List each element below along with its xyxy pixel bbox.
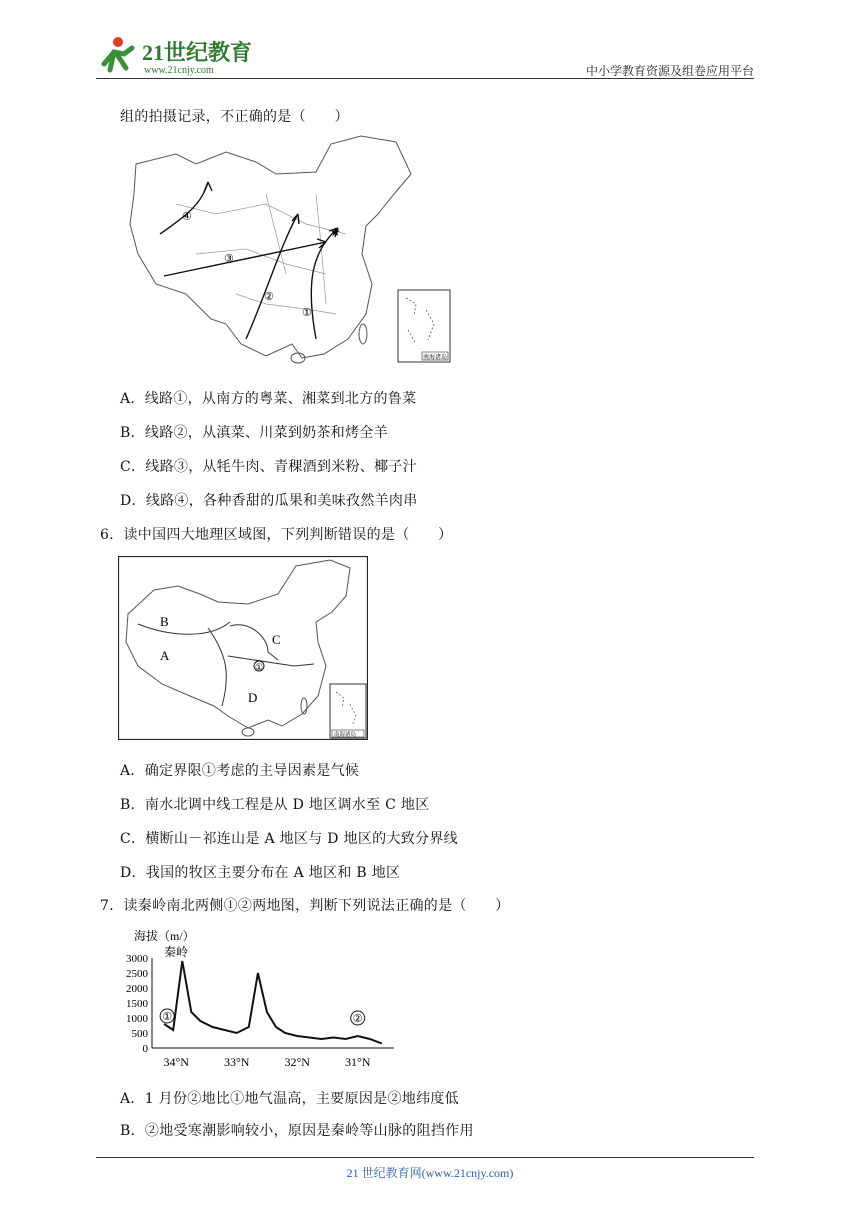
logo-text: 21世纪教育 [142, 40, 253, 65]
x-tick-label: 33°N [223, 1055, 250, 1069]
y-tick-label: 500 [131, 1028, 148, 1040]
y-tick-label: 2500 [126, 968, 148, 980]
q7-stem: 7．读秦岭南北两侧①②两地图，判断下列说法正确的是（ ） [100, 898, 510, 914]
point-label-1: ① [162, 1011, 173, 1023]
boundary-label: ① [255, 662, 264, 672]
point-label-2: ② [352, 1013, 363, 1025]
y-tick-label: 1500 [126, 998, 148, 1010]
q6-option-c[interactable]: C．横断山－祁连山是 A 地区与 D 地区的大致分界线 [120, 831, 458, 847]
header-divider [96, 78, 754, 79]
route-2-arrow [246, 214, 298, 339]
chart-annotation: 秦岭 [164, 945, 189, 959]
q7-option-b[interactable]: B．②地受寒潮影响较小，原因是秦岭等山脉的阻挡作用 [120, 1123, 474, 1139]
q7-elevation-chart [112, 924, 402, 1074]
route-label-1: ① [302, 307, 312, 319]
q6-option-a[interactable]: A．确定界限①考虑的主导因素是气候 [120, 763, 360, 779]
y-tick-label: 1000 [126, 1013, 148, 1025]
y-tick-label: 2000 [126, 983, 148, 995]
x-tick-label: 32°N [284, 1055, 310, 1069]
chart-ylabel: 海拔（m/） [134, 929, 195, 943]
q5-option-b[interactable]: B．线路②，从滇菜、川菜到奶茶和烤全羊 [120, 425, 388, 441]
footer-link[interactable]: 21 世纪教育网(www.21cnjy.com) [346, 1166, 514, 1180]
boundary-ab [138, 622, 230, 634]
q5-option-d[interactable]: D．线路④，各种香甜的瓜果和美味孜然羊肉串 [120, 493, 418, 509]
south-sea-inset [398, 290, 450, 362]
route-label-3: ③ [224, 253, 234, 265]
q6-region-map [118, 556, 368, 740]
elevation-series-line [164, 961, 382, 1044]
y-tick-label: 3000 [126, 953, 148, 965]
boundary-ad [208, 628, 226, 706]
q6-option-d[interactable]: D．我国的牧区主要分布在 A 地区和 B 地区 [120, 865, 401, 881]
route-4-arrow [160, 182, 208, 234]
q5-option-c[interactable]: C．线路③，从牦牛肉、青稞酒到米粉、椰子汁 [120, 459, 418, 475]
q5-option-a[interactable]: A．线路①，从南方的粤菜、湘菜到北方的鲁菜 [120, 391, 417, 407]
boundary-qinling-1 [228, 656, 314, 666]
x-tick-label: 31°N [344, 1055, 371, 1069]
china-outline [126, 560, 350, 728]
region-label-b: B [160, 614, 169, 629]
inset-label: 南海诸岛 [334, 732, 357, 738]
q5-stem-tail: 组的拍摄记录，不正确的是（ ） [120, 109, 349, 125]
x-tick-label: 34°N [163, 1055, 189, 1069]
header-tagline: 中小学教育资源及组卷应用平台 [585, 64, 754, 78]
region-label-c: C [272, 632, 281, 647]
q6-stem: 6．读中国四大地理区域图，下列判断错误的是（ ） [100, 527, 453, 543]
q7-option-a[interactable]: A．1 月份②地比①地气温高，主要原因是②地纬度低 [120, 1091, 459, 1107]
footer-divider [96, 1157, 754, 1158]
inset-label: 南海诸岛 [423, 355, 448, 361]
runner-icon [104, 37, 132, 70]
q6-option-b[interactable]: B．南水北调中线工程是从 D 地区调水至 C 地区 [120, 797, 430, 813]
route-label-2: ② [264, 291, 274, 303]
logo-url: www.21cnjy.com [144, 65, 214, 76]
svg-text:★: ★ [330, 225, 341, 239]
site-logo [96, 34, 266, 78]
route-label-4: ④ [182, 211, 192, 223]
route-3-arrow [164, 242, 326, 276]
q5-china-route-map [116, 134, 456, 378]
y-tick-label: 0 [142, 1043, 148, 1055]
boundary-c [230, 625, 278, 660]
china-outline [130, 136, 411, 358]
region-label-a: A [160, 648, 170, 663]
region-label-d: D [248, 690, 258, 705]
